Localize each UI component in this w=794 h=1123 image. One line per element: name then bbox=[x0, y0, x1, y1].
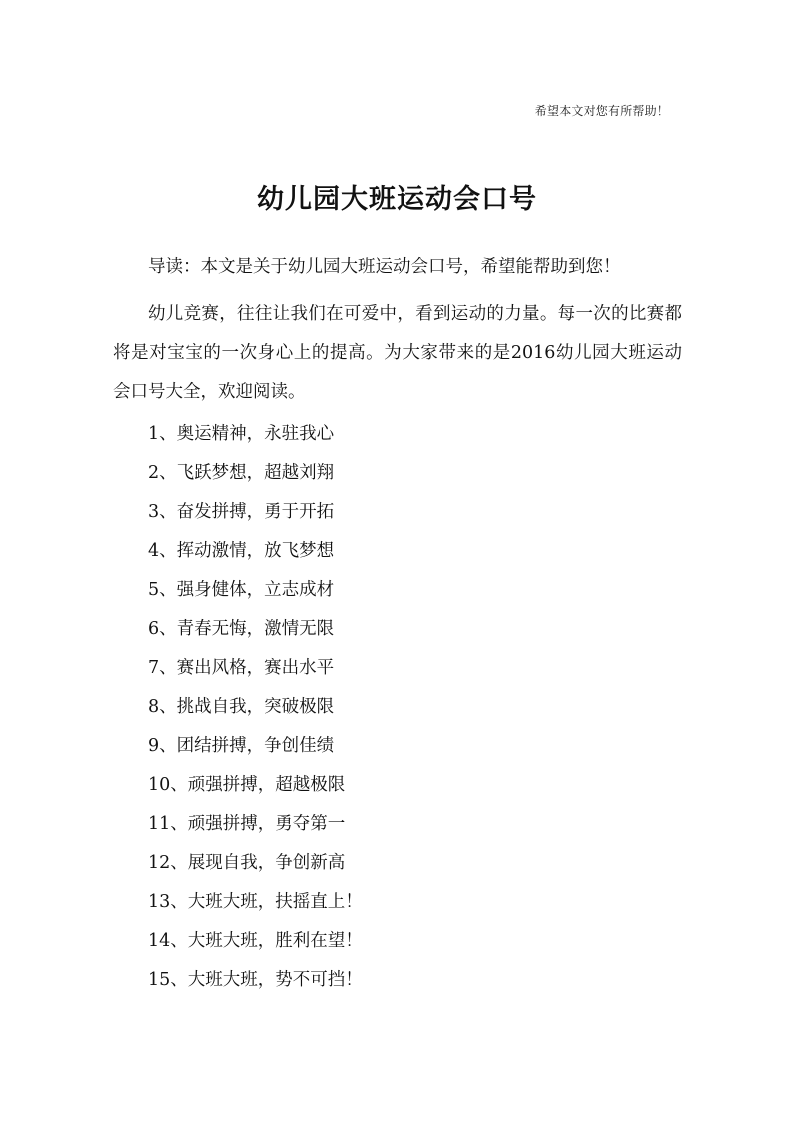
slogan-list bbox=[148, 415, 363, 1000]
document-title: 幼儿园大班运动会口号 bbox=[257, 184, 537, 216]
list-item: 4、挥动激情，放飞梦想 bbox=[148, 541, 335, 561]
list-item: 3、奋发拼搏，勇于开拓 bbox=[148, 502, 335, 522]
list-item: 1、奥运精神，永驻我心 bbox=[148, 424, 335, 444]
list-item: 5、强身健体，立志成材 bbox=[148, 580, 335, 600]
list-item: 13、大班大班，扶摇直上！ bbox=[148, 892, 363, 912]
list-item: 6、青春无悔，激情无限 bbox=[148, 619, 335, 639]
list-item: 14、大班大班，胜利在望！ bbox=[148, 931, 363, 951]
intro-section bbox=[113, 248, 682, 287]
list-item: 11、顽强拼搏，勇夺第一 bbox=[148, 814, 346, 834]
list-item: 7、赛出风格，赛出水平 bbox=[148, 658, 335, 678]
lead-section bbox=[113, 295, 682, 412]
list-item: 10、顽强拼搏，超越极限 bbox=[148, 775, 346, 795]
list-item: 2、飞跃梦想，超越刘翔 bbox=[148, 463, 335, 483]
list-item: 15、大班大班，势不可挡！ bbox=[148, 970, 363, 990]
list-item: 8、挑战自我，突破极限 bbox=[148, 697, 335, 717]
list-item: 12、展现自我，争创新高 bbox=[148, 853, 346, 873]
intro-paragraph: 导读：本文是关于幼儿园大班运动会口号，希望能帮助到您！ bbox=[148, 257, 621, 277]
lead-paragraph: 幼儿竞赛，往往让我们在可爱中，看到运动的力量。每一次的比赛都将是对宝宝的一次身心上的提高。为大家带来的是2016幼儿园大班运动会口号大全，欢迎阅读。 bbox=[113, 304, 682, 402]
list-item: 9、团结拼搏，争创佳绩 bbox=[148, 736, 335, 756]
header-note: 希望本文对您有所帮助！ bbox=[534, 104, 669, 118]
